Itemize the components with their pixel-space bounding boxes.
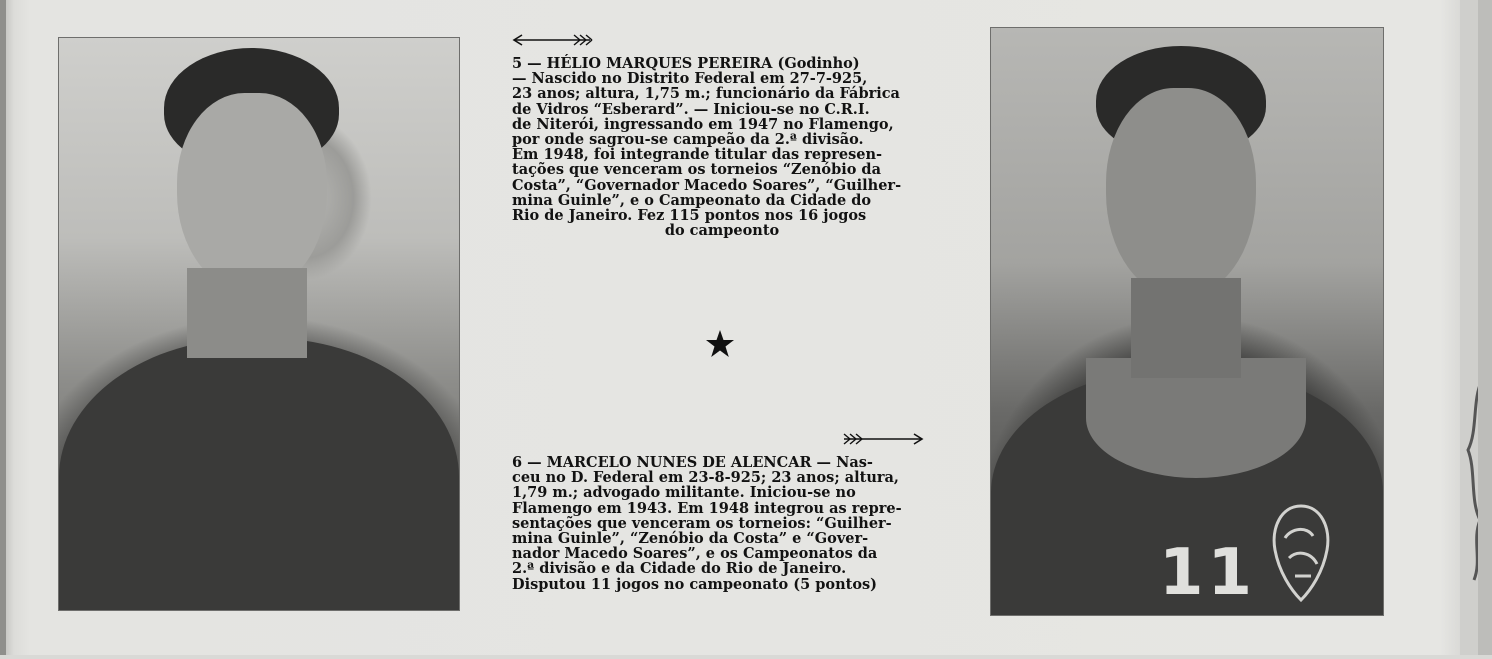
entry-line: 23 anos; altura, 1,75 m.; funcionário da Fábrica xyxy=(512,85,900,103)
entry-line: 1,79 m.; advogado militante. Iniciou-se no xyxy=(512,484,856,502)
photo-shoulders xyxy=(59,338,459,611)
entry-line: Flamengo em 1943. Em 1948 integrou as repre- xyxy=(512,499,902,517)
entry-line: 6 — MARCELO NUNES DE ALENCAR — Nas- xyxy=(512,454,873,471)
photo-neck xyxy=(187,268,307,358)
entry-line: — Nascido no Distrito Federal em 27-7-925, xyxy=(512,70,868,88)
entry-last-line: do campeonto xyxy=(664,222,780,240)
photo-helio-marques-pereira xyxy=(58,37,460,611)
entry-line: de Vidros “Esberard”. — Iniciou-se no C.R.I. xyxy=(512,100,870,118)
entry-line: 5 — HÉLIO MARQUES PEREIRA (Godinho) xyxy=(512,55,860,72)
photo-neck xyxy=(1131,278,1241,378)
photo-face xyxy=(1106,88,1256,298)
entry-line: 2.ª divisão e da Cidade do Rio de Janeiro. xyxy=(512,560,847,578)
entry-line: Em 1948, foi integrande titular das represen- xyxy=(512,146,883,164)
page-edge-shadow xyxy=(0,0,6,655)
entry-line: Costa”, “Governador Macedo Soares”, “Guilher- xyxy=(512,176,902,194)
entry-line: sentações que venceram os torneios: “Guilher- xyxy=(512,514,892,532)
arrow-right-icon xyxy=(842,432,926,446)
entry-line: ceu no D. Federal em 23-8-925; 23 anos; altura, xyxy=(512,469,899,487)
entry-line: de Niterói, ingressando em 1947 no Flamengo, xyxy=(512,115,894,133)
flamengo-crest-icon xyxy=(1261,498,1341,608)
entry-last-line: Disputou 11 jogos no campeonato (5 pontos) xyxy=(512,575,878,593)
entry-line: Rio de Janeiro. Fez 115 pontos nos 16 jogos xyxy=(512,207,867,225)
entry-line: nador Macedo Soares”, e os Campeonatos da xyxy=(512,545,878,563)
jersey-number: 11 xyxy=(1159,536,1257,610)
photo-face xyxy=(177,93,327,293)
biography-entry-5 xyxy=(512,56,932,238)
star-icon xyxy=(704,328,736,360)
entry-line: mina Guinle”, e o Campeonato da Cidade do xyxy=(512,191,872,209)
page-edge-tear xyxy=(1460,0,1492,655)
entry-line: por onde sagrou-se campeão da 2.ª divisão. xyxy=(512,131,864,149)
entry-line: mina Guinle”, “Zenóbio da Costa” e “Gover- xyxy=(512,530,869,548)
photo-marcelo-nunes-de-alencar xyxy=(990,27,1384,616)
arrow-left-icon xyxy=(510,33,594,47)
entry-line: tações que venceram os torneios “Zenóbio da xyxy=(512,161,881,179)
biography-entry-6 xyxy=(512,455,940,592)
